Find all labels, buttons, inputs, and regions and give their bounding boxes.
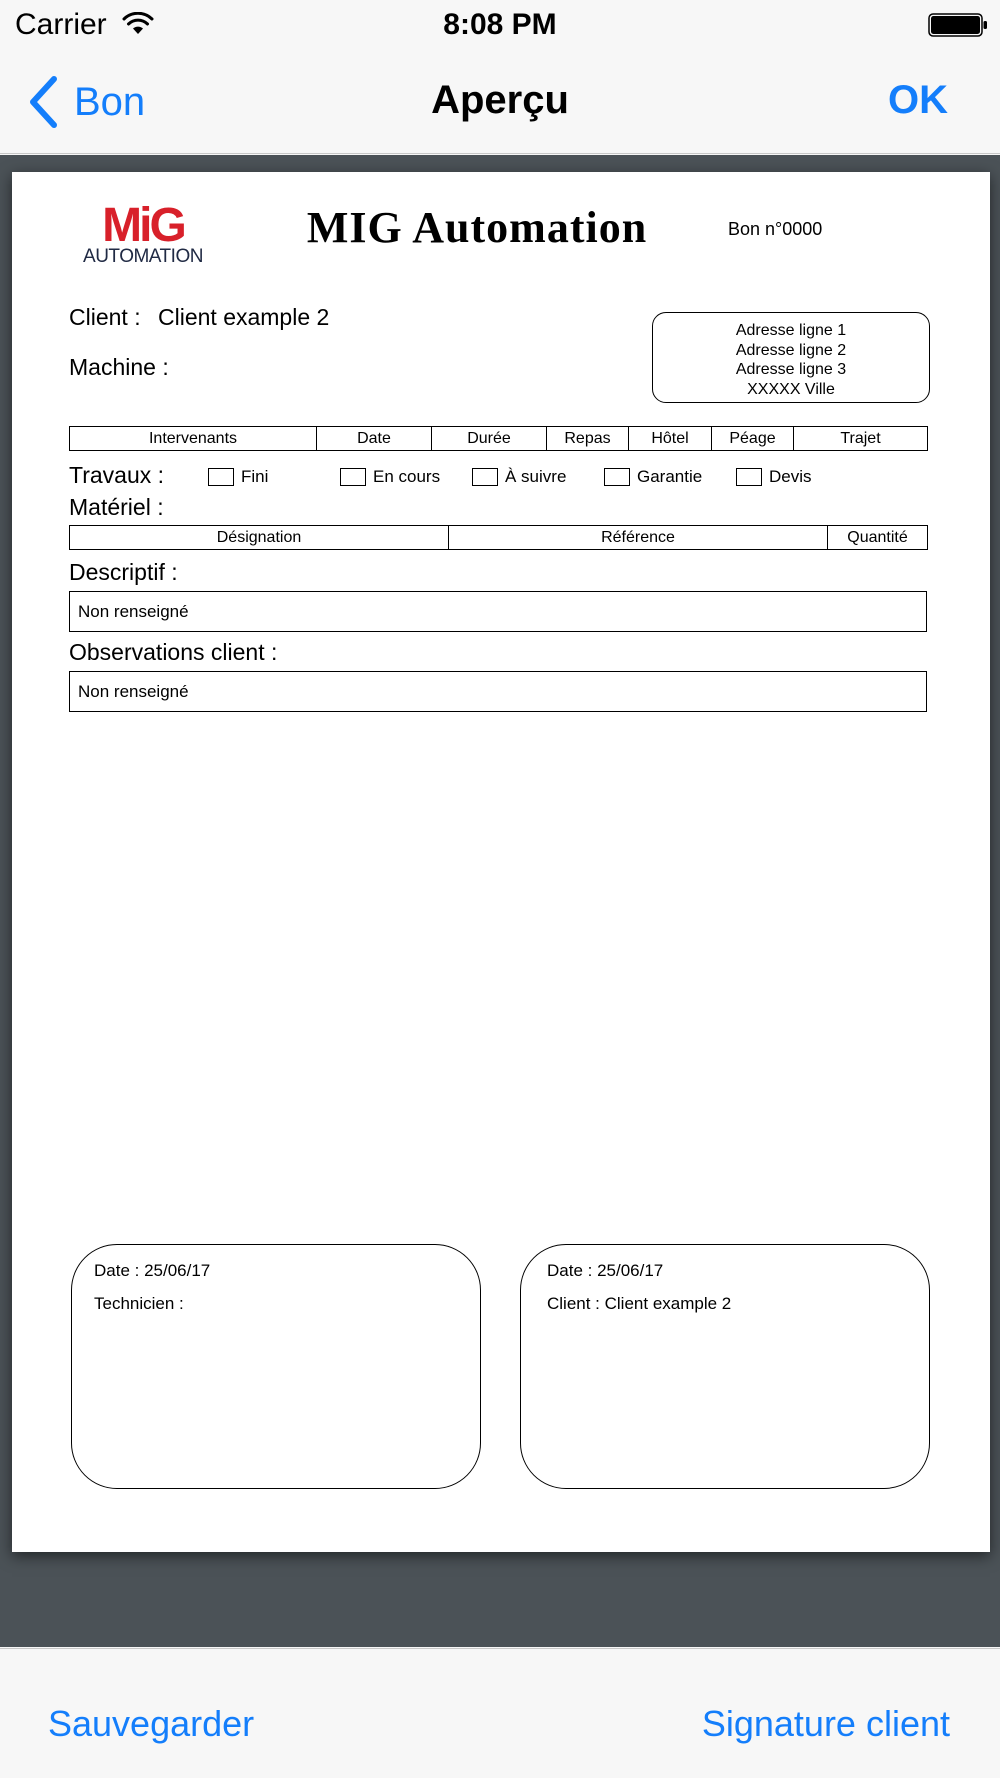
status-bar (0, 0, 1000, 50)
address-line: XXXXX Ville (747, 380, 835, 398)
checkbox-label: Devis (769, 467, 812, 486)
column-header: Quantité (828, 526, 928, 550)
checkbox-box (736, 468, 762, 486)
travaux-label: Travaux : (69, 462, 165, 488)
technician-date: Date : 25/06/17 (94, 1261, 211, 1280)
column-header: Hôtel (629, 427, 712, 451)
checkbox-box (472, 468, 498, 486)
logo-letters: MiG (102, 199, 184, 252)
materiel-label: Matériel : (69, 494, 164, 520)
column-header: Péage (712, 427, 794, 451)
checkbox-label: Garantie (637, 467, 703, 486)
checkbox-box (604, 468, 630, 486)
navigation-bar (0, 50, 1000, 154)
machine-label: Machine : (69, 354, 169, 380)
observations-field: Non renseigné (69, 671, 927, 712)
save-button[interactable]: Sauvegarder (48, 1703, 255, 1744)
checkbox-label: Fini (241, 467, 269, 486)
checkbox-label: À suivre (505, 467, 567, 486)
address-line: Adresse ligne 1 (735, 322, 847, 339)
checkbox-label: En cours (373, 467, 441, 486)
column-header: Date (317, 427, 432, 451)
travaux-options (208, 465, 928, 489)
client-signature-label: Client : Client example 2 (547, 1294, 732, 1313)
company-name: MIG Automation (306, 203, 648, 252)
table-row (70, 427, 928, 451)
preview-area[interactable] (0, 155, 1000, 1647)
page-title: Aperçu (431, 78, 569, 122)
technician-label: Technicien : (94, 1294, 184, 1313)
bon-number: Bon n°0000 (728, 219, 823, 239)
client-date: Date : 25/06/17 (547, 1261, 664, 1280)
battery-icon (928, 13, 988, 37)
checkbox-devis (736, 465, 812, 489)
column-header: Référence (449, 526, 828, 550)
technician-signature-box (71, 1244, 481, 1489)
checkbox-box (208, 468, 234, 486)
column-header: Désignation (70, 526, 449, 550)
client-value: Client example 2 (158, 304, 330, 330)
descriptif-field: Non renseigné (69, 591, 927, 632)
client-signature-button[interactable]: Signature client (701, 1703, 950, 1744)
company-logo (74, 199, 212, 268)
client-label: Client : (69, 304, 141, 330)
descriptif-label: Descriptif : (69, 559, 178, 585)
checkbox-fini (208, 465, 268, 489)
carrier-label: Carrier (15, 8, 107, 41)
checkbox-garantie (604, 465, 702, 489)
clock: 8:08 PM (443, 8, 557, 41)
checkbox-box (340, 468, 366, 486)
intervention-table (69, 426, 928, 451)
document-preview (12, 172, 990, 1552)
bottom-toolbar (0, 1648, 1000, 1778)
observations-label: Observations client : (69, 639, 278, 665)
address-line: Adresse ligne 2 (735, 341, 847, 359)
checkbox-a-suivre (472, 465, 566, 489)
column-header: Repas (547, 427, 629, 451)
ok-button[interactable]: OK (888, 78, 948, 122)
client-signature-box (520, 1244, 930, 1489)
materiel-table (69, 525, 928, 550)
column-header: Intervenants (70, 427, 317, 451)
column-header: Trajet (794, 427, 928, 451)
table-row (70, 526, 928, 550)
checkbox-en-cours (340, 465, 440, 489)
back-button-label: Bon (74, 79, 146, 124)
address-line: Adresse ligne 3 (735, 361, 847, 378)
logo-subtitle: AUTOMATION (83, 246, 203, 267)
address-box (652, 312, 930, 403)
column-header: Durée (432, 427, 547, 451)
